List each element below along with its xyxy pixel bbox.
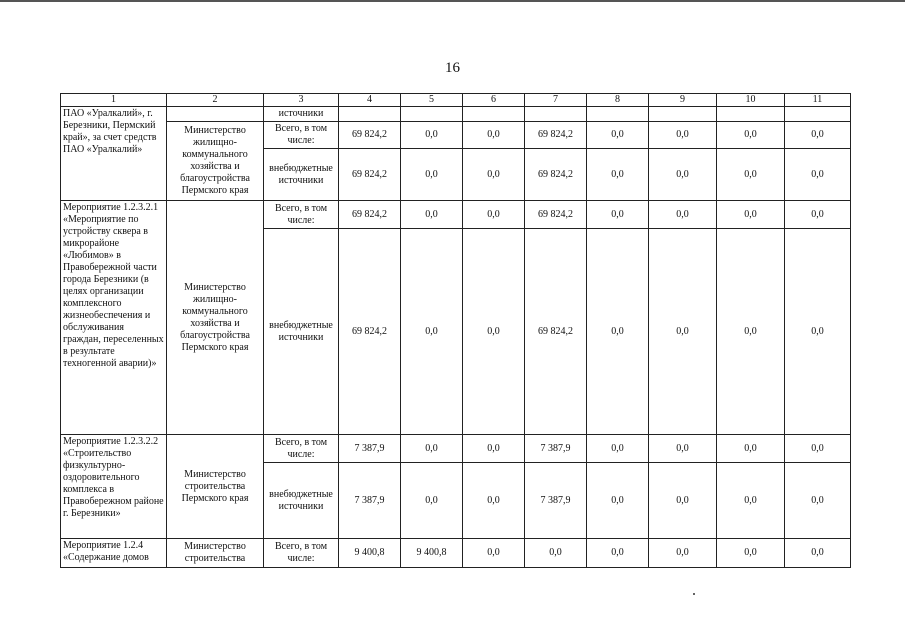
value-cell: 0,0 — [717, 229, 785, 435]
value-cell: 7 387,9 — [525, 435, 587, 463]
value-cell: 0,0 — [401, 229, 463, 435]
value-cell: 69 824,2 — [339, 122, 401, 149]
value-cell: 0,0 — [717, 539, 785, 568]
value-cell: 69 824,2 — [525, 149, 587, 201]
table-row — [61, 539, 851, 568]
cell — [717, 107, 785, 122]
value-cell: 0,0 — [649, 229, 717, 435]
value-cell: 0,0 — [649, 201, 717, 229]
value-cell: 0,0 — [463, 149, 525, 201]
value-cell: 0,0 — [587, 149, 649, 201]
value-cell: 0,0 — [785, 122, 851, 149]
table-row — [61, 201, 851, 229]
value-cell: 0,0 — [463, 539, 525, 568]
value-cell: 69 824,2 — [339, 201, 401, 229]
value-cell: 69 824,2 — [525, 229, 587, 435]
value-cell: 0,0 — [401, 122, 463, 149]
value-cell: 7 387,9 — [339, 435, 401, 463]
table-row — [61, 435, 851, 463]
value-cell: 0,0 — [587, 539, 649, 568]
value-cell: 0,0 — [401, 149, 463, 201]
responsible-cell: Министерство строительства — [167, 539, 264, 568]
value-cell: 9 400,8 — [339, 539, 401, 568]
cell — [339, 107, 401, 122]
cell — [401, 107, 463, 122]
header-row — [61, 94, 851, 107]
value-cell: 69 824,2 — [525, 201, 587, 229]
value-cell: 0,0 — [525, 539, 587, 568]
value-cell: 0,0 — [785, 435, 851, 463]
value-cell: 0,0 — [587, 435, 649, 463]
cell — [463, 107, 525, 122]
source-cell: внебюджетные источники — [264, 229, 339, 435]
value-cell: 0,0 — [463, 122, 525, 149]
value-cell: 0,0 — [717, 463, 785, 539]
value-cell: 69 824,2 — [339, 149, 401, 201]
value-cell: 0,0 — [649, 122, 717, 149]
program-table — [60, 93, 851, 568]
value-cell: 9 400,8 — [401, 539, 463, 568]
value-cell: 0,0 — [649, 435, 717, 463]
source-cell: Всего, в том числе: — [264, 539, 339, 568]
header-cell: 6 — [463, 94, 525, 107]
source-cell: Всего, в том числе: — [264, 435, 339, 463]
source-cell: источники — [264, 107, 339, 122]
value-cell: 0,0 — [785, 149, 851, 201]
value-cell: 0,0 — [401, 463, 463, 539]
value-cell: 0,0 — [463, 463, 525, 539]
measure-cell: Мероприятие 1.2.3.2.2 «Строительство физкультурно-оздоровительного комплекса в Правобережном районе г. Березники» — [61, 435, 167, 539]
measure-cell: Мероприятие 1.2.4 «Содержание домов — [61, 539, 167, 568]
value-cell: 0,0 — [785, 539, 851, 568]
source-cell: Всего, в том числе: — [264, 201, 339, 229]
value-cell: 0,0 — [785, 201, 851, 229]
value-cell: 0,0 — [587, 201, 649, 229]
value-cell: 69 824,2 — [339, 229, 401, 435]
value-cell: 0,0 — [463, 229, 525, 435]
value-cell: 0,0 — [785, 229, 851, 435]
value-cell: 0,0 — [463, 201, 525, 229]
header-cell: 7 — [525, 94, 587, 107]
page-number: 16 — [445, 60, 460, 76]
cell — [167, 107, 264, 122]
value-cell: 0,0 — [649, 463, 717, 539]
value-cell: 0,0 — [649, 539, 717, 568]
source-cell: внебюджетные источники — [264, 463, 339, 539]
cell — [785, 107, 851, 122]
source-cell: внебюджетные источники — [264, 149, 339, 201]
scan-mark — [693, 593, 695, 595]
value-cell: 69 824,2 — [525, 122, 587, 149]
header-cell: 11 — [785, 94, 851, 107]
header-cell: 8 — [587, 94, 649, 107]
top-rule — [0, 0, 905, 2]
header-cell: 2 — [167, 94, 264, 107]
value-cell: 0,0 — [587, 122, 649, 149]
organization-cell: ПАО «Уралкалий», г. Березники, Пермский край», за счет средств ПАО «Уралкалий» — [61, 107, 167, 201]
value-cell: 0,0 — [587, 229, 649, 435]
value-cell: 0,0 — [401, 435, 463, 463]
table-row — [61, 107, 851, 122]
responsible-cell: Министерство жилищно-коммунального хозяйства и благоустройства Пермского края — [167, 201, 264, 435]
header-cell: 1 — [61, 94, 167, 107]
value-cell: 0,0 — [649, 149, 717, 201]
value-cell: 0,0 — [587, 463, 649, 539]
value-cell: 0,0 — [717, 201, 785, 229]
value-cell: 0,0 — [717, 122, 785, 149]
header-cell: 3 — [264, 94, 339, 107]
value-cell: 0,0 — [463, 435, 525, 463]
value-cell: 0,0 — [785, 463, 851, 539]
value-cell: 7 387,9 — [525, 463, 587, 539]
responsible-cell: Министерство строительства Пермского края — [167, 435, 264, 539]
value-cell: 0,0 — [717, 149, 785, 201]
header-cell: 5 — [401, 94, 463, 107]
header-cell: 9 — [649, 94, 717, 107]
value-cell: 0,0 — [717, 435, 785, 463]
cell — [587, 107, 649, 122]
value-cell: 7 387,9 — [339, 463, 401, 539]
header-cell: 10 — [717, 94, 785, 107]
responsible-cell: Министерство жилищно-коммунального хозяйства и благоустройства Пермского края — [167, 122, 264, 201]
value-cell: 0,0 — [401, 201, 463, 229]
cell — [649, 107, 717, 122]
measure-cell: Мероприятие 1.2.3.2.1 «Мероприятие по устройству сквера в микрорайоне «Любимов» в Правобережной части города Березники (в целях организации комплексного жизнеобеспечения и обслуживания граждан, переселенных в результате техногенной аварии)» — [61, 201, 167, 435]
source-cell: Всего, в том числе: — [264, 122, 339, 149]
header-cell: 4 — [339, 94, 401, 107]
table-row — [61, 122, 851, 149]
cell — [525, 107, 587, 122]
